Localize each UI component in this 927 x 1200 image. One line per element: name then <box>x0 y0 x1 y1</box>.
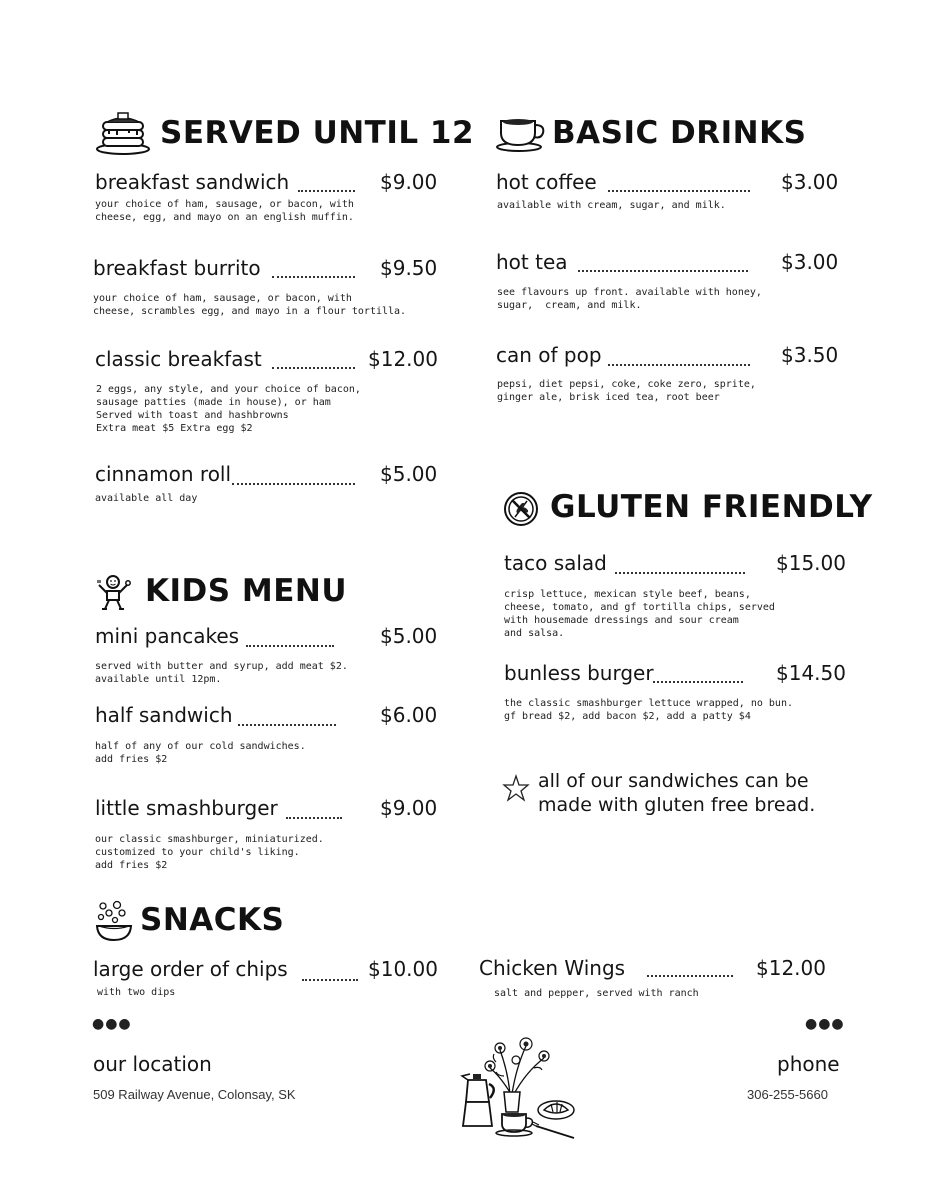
price-bunless-burger: $14.50 <box>776 661 846 685</box>
price-chicken-wings: $12.00 <box>756 956 826 980</box>
gluten-free-bread-note: all of our sandwiches can be made with gluten free bread. <box>538 770 816 816</box>
phone-value: 306-255-5660 <box>747 1087 828 1102</box>
basic-drinks-heading: BASIC DRINKS <box>552 115 807 151</box>
gluten-friendly-heading: GLUTEN FRIENDLY <box>550 489 873 525</box>
price-mini-pancakes: $5.00 <box>380 624 438 648</box>
item-name-taco-salad: taco salad <box>504 551 607 575</box>
price-half-sandwich: $6.00 <box>380 703 438 727</box>
pancakes-icon <box>95 112 151 156</box>
coffee-flowers-illustration-icon <box>456 1032 580 1140</box>
price-taco-salad: $15.00 <box>776 551 846 575</box>
leader-dots <box>232 483 355 485</box>
desc-chicken-wings: salt and pepper, served with ranch <box>494 988 699 999</box>
bullets-right: ●●● <box>805 1016 845 1032</box>
item-name-little-smashburger: little smashburger <box>95 796 278 820</box>
item-name-breakfast-burrito: breakfast burrito <box>93 256 261 280</box>
price-large-order-of-chips: $10.00 <box>368 957 438 981</box>
leader-dots <box>608 364 750 366</box>
leader-dots <box>615 572 745 574</box>
item-name-bunless-burger: bunless burger <box>504 661 654 685</box>
price-classic-breakfast: $12.00 <box>368 347 438 371</box>
phone-label: phone <box>777 1052 840 1076</box>
desc-taco-salad: crisp lettuce, mexican style beef, beans, cheese, tomato, and gf tortilla chips, served with housemade dressings and sour cream and salsa. <box>504 589 775 639</box>
desc-half-sandwich: half of any of our cold sandwiches. add fries $2 <box>95 741 306 765</box>
no-gluten-icon <box>503 491 539 527</box>
price-little-smashburger: $9.00 <box>380 796 438 820</box>
item-name-breakfast-sandwich: breakfast sandwich <box>95 170 290 194</box>
bullets-left: ●●● <box>92 1016 132 1032</box>
desc-little-smashburger: our classic smashburger, miniaturized. customized to your child's liking. add fries $2 <box>95 834 324 871</box>
leader-dots <box>246 645 334 647</box>
coffee-cup-icon <box>495 113 547 153</box>
item-name-hot-tea: hot tea <box>496 250 568 274</box>
leader-dots <box>272 276 355 278</box>
snack-bowl-icon <box>95 900 133 942</box>
item-name-can-of-pop: can of pop <box>496 343 602 367</box>
item-name-mini-pancakes: mini pancakes <box>95 624 240 648</box>
location-value: 509 Railway Avenue, Colonsay, SK <box>93 1087 296 1102</box>
price-breakfast-burrito: $9.50 <box>380 256 438 280</box>
item-name-chicken-wings: Chicken Wings <box>479 956 626 980</box>
item-name-hot-coffee: hot coffee <box>496 170 597 194</box>
location-label: our location <box>93 1052 212 1076</box>
item-name-large-order-of-chips: large order of chips <box>93 957 288 981</box>
leader-dots <box>302 979 358 981</box>
price-breakfast-sandwich: $9.00 <box>380 170 438 194</box>
leader-dots <box>238 724 336 726</box>
price-hot-coffee: $3.00 <box>781 170 839 194</box>
desc-can-of-pop: pepsi, diet pepsi, coke, coke zero, sprite, ginger ale, brisk iced tea, root beer <box>497 379 756 403</box>
desc-hot-coffee: available with cream, sugar, and milk. <box>497 200 726 211</box>
desc-mini-pancakes: served with butter and syrup, add meat $2. available until 12pm. <box>95 661 348 685</box>
price-hot-tea: $3.00 <box>781 250 839 274</box>
kids-menu-heading: KIDS MENU <box>145 573 348 609</box>
leader-dots <box>653 681 743 683</box>
snacks-heading: SNACKS <box>140 902 285 938</box>
desc-hot-tea: see flavours up front. available with honey, sugar, cream, and milk. <box>497 287 762 311</box>
kid-icon <box>95 573 131 611</box>
price-cinnamon-roll: $5.00 <box>380 462 438 486</box>
price-can-of-pop: $3.50 <box>781 343 839 367</box>
item-name-cinnamon-roll: cinnamon roll <box>95 462 232 486</box>
leader-dots <box>578 270 748 272</box>
desc-breakfast-sandwich: your choice of ham, sausage, or bacon, with cheese, egg, and mayo on an english muffin. <box>95 199 354 223</box>
desc-cinnamon-roll: available all day <box>95 493 198 504</box>
desc-bunless-burger: the classic smashburger lettuce wrapped, no bun. gf bread $2, add bacon $2, add a patty $4 <box>504 698 793 722</box>
leader-dots <box>272 367 355 369</box>
item-name-classic-breakfast: classic breakfast <box>95 347 262 371</box>
leader-dots <box>608 190 750 192</box>
leader-dots <box>286 817 342 819</box>
star-icon <box>503 775 529 801</box>
desc-large-order-of-chips: with two dips <box>97 987 176 998</box>
leader-dots <box>647 975 733 977</box>
desc-classic-breakfast: 2 eggs, any style, and your choice of bacon, sausage patties (made in house), or ham Served with toast and hashbrowns Extra meat $5 Extra egg $2 <box>96 384 361 434</box>
desc-breakfast-burrito: your choice of ham, sausage, or bacon, with cheese, scrambles egg, and mayo in a flour tortilla. <box>93 293 407 317</box>
leader-dots <box>298 190 355 192</box>
item-name-half-sandwich: half sandwich <box>95 703 233 727</box>
served-until-12-heading: SERVED UNTIL 12 <box>160 115 475 151</box>
